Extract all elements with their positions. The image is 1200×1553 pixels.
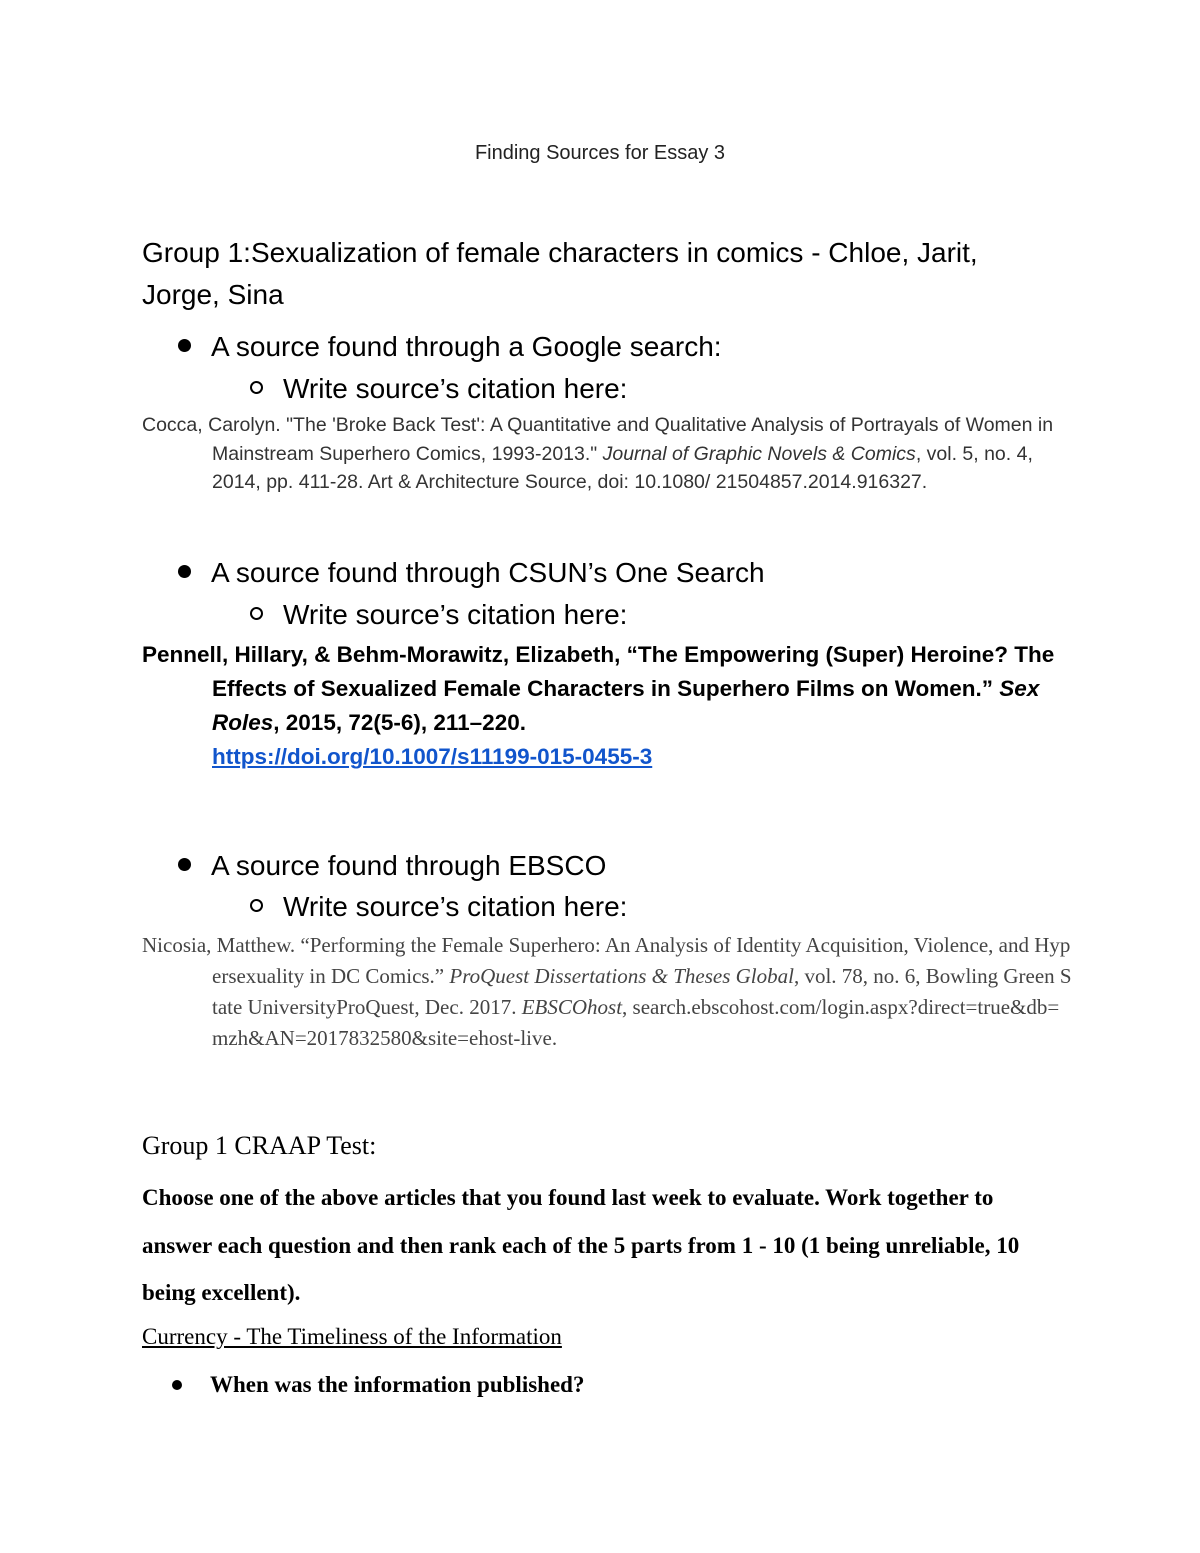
hollow-bullet-icon [250, 381, 263, 394]
citation-journal: Journal of Graphic Novels & Comics [602, 442, 916, 465]
citation-text: Nicosia, Matthew. “Performing the Female Superhero: An Analysis of Identity Acquisition, Violence, and Hypersexuality in DC Comics.” [142, 933, 1071, 988]
citation-text: Pennell, Hillary, & Behm-Morawitz, Elizabeth, “The Empowering (Super) Heroine? The Effects of Sexualized Female Characters in Superhero Films on Women.” [142, 642, 1055, 701]
craap-heading: Group 1 CRAAP Test: [142, 1131, 377, 1160]
citation-cocca [142, 411, 1072, 497]
group-heading: Group 1:Sexualization of female characters in comics - Chloe, Jarit, Jorge, Sina [142, 237, 978, 310]
citation-url: , search.ebscohost.com/login.aspx?direct=true&db=mzh&AN=2017832580&site=ehost-live. [212, 995, 1060, 1050]
bullet-label: A source found through CSUN’s One Search [211, 557, 765, 588]
bullet-label: A source found through a Google search: [211, 331, 722, 362]
doi-link[interactable]: https://doi.org/10.1007/s11199-015-0455-3 [212, 744, 653, 769]
subbullet-label: Write source’s citation here: [283, 373, 628, 404]
currency-heading: Currency - The Timeliness of the Information [142, 1324, 562, 1349]
citation-details: , 2015, 72(5-6), 211–220. [273, 710, 526, 735]
bullet-label: A source found through EBSCO [211, 850, 607, 881]
citation-journal: Sex Roles [212, 676, 1040, 735]
craap-instructions: Choose one of the above articles that you found last week to evaluate. Work together to answer each question and then rank each of the 5 parts from 1 - 10 (1 being unreliable, 10 being excellent). [142, 1185, 1020, 1305]
bullet-dot-icon [178, 565, 191, 578]
hollow-bullet-icon [250, 899, 263, 912]
question-item [172, 1368, 584, 1402]
bullet-dot-icon [172, 1380, 182, 1390]
citation-pennell [142, 638, 1072, 774]
question-text: When was the information published? [210, 1372, 585, 1397]
document-title: Finding Sources for Essay 3 [474, 142, 726, 164]
citation-details: , vol. 78, no. 6, Bowling Green State UniversityProQuest, Dec. 2017. [212, 964, 1072, 1019]
citation-nicosia [142, 930, 1072, 1054]
bullet-dot-icon [178, 858, 191, 871]
citation-text: Cocca, Carolyn. "The 'Broke Back Test': A Quantitative and Qualitative Analysis of Portrayals of Women in Mainstream Superhero Comics, 1993-2013." [142, 414, 1054, 465]
citation-details: , vol. 5, no. 4, 2014, pp. 411-28. Art & Architecture Source, doi: 10.1080/ 21504857.2014.916327. [212, 442, 1033, 493]
citation-database: EBSCOhost [521, 995, 623, 1019]
bullet-csun-one-search [178, 556, 765, 590]
subbullet-label: Write source’s citation here: [283, 891, 628, 922]
bullet-dot-icon [178, 339, 191, 352]
subbullet-citation-prompt [250, 372, 627, 406]
subbullet-citation-prompt [250, 598, 627, 632]
bullet-google-search [178, 330, 722, 364]
citation-journal: ProQuest Dissertations & Theses Global [449, 964, 794, 988]
subbullet-label: Write source’s citation here: [283, 599, 628, 630]
bullet-ebsco [178, 849, 606, 883]
hollow-bullet-icon [250, 607, 263, 620]
subbullet-citation-prompt [250, 890, 627, 924]
